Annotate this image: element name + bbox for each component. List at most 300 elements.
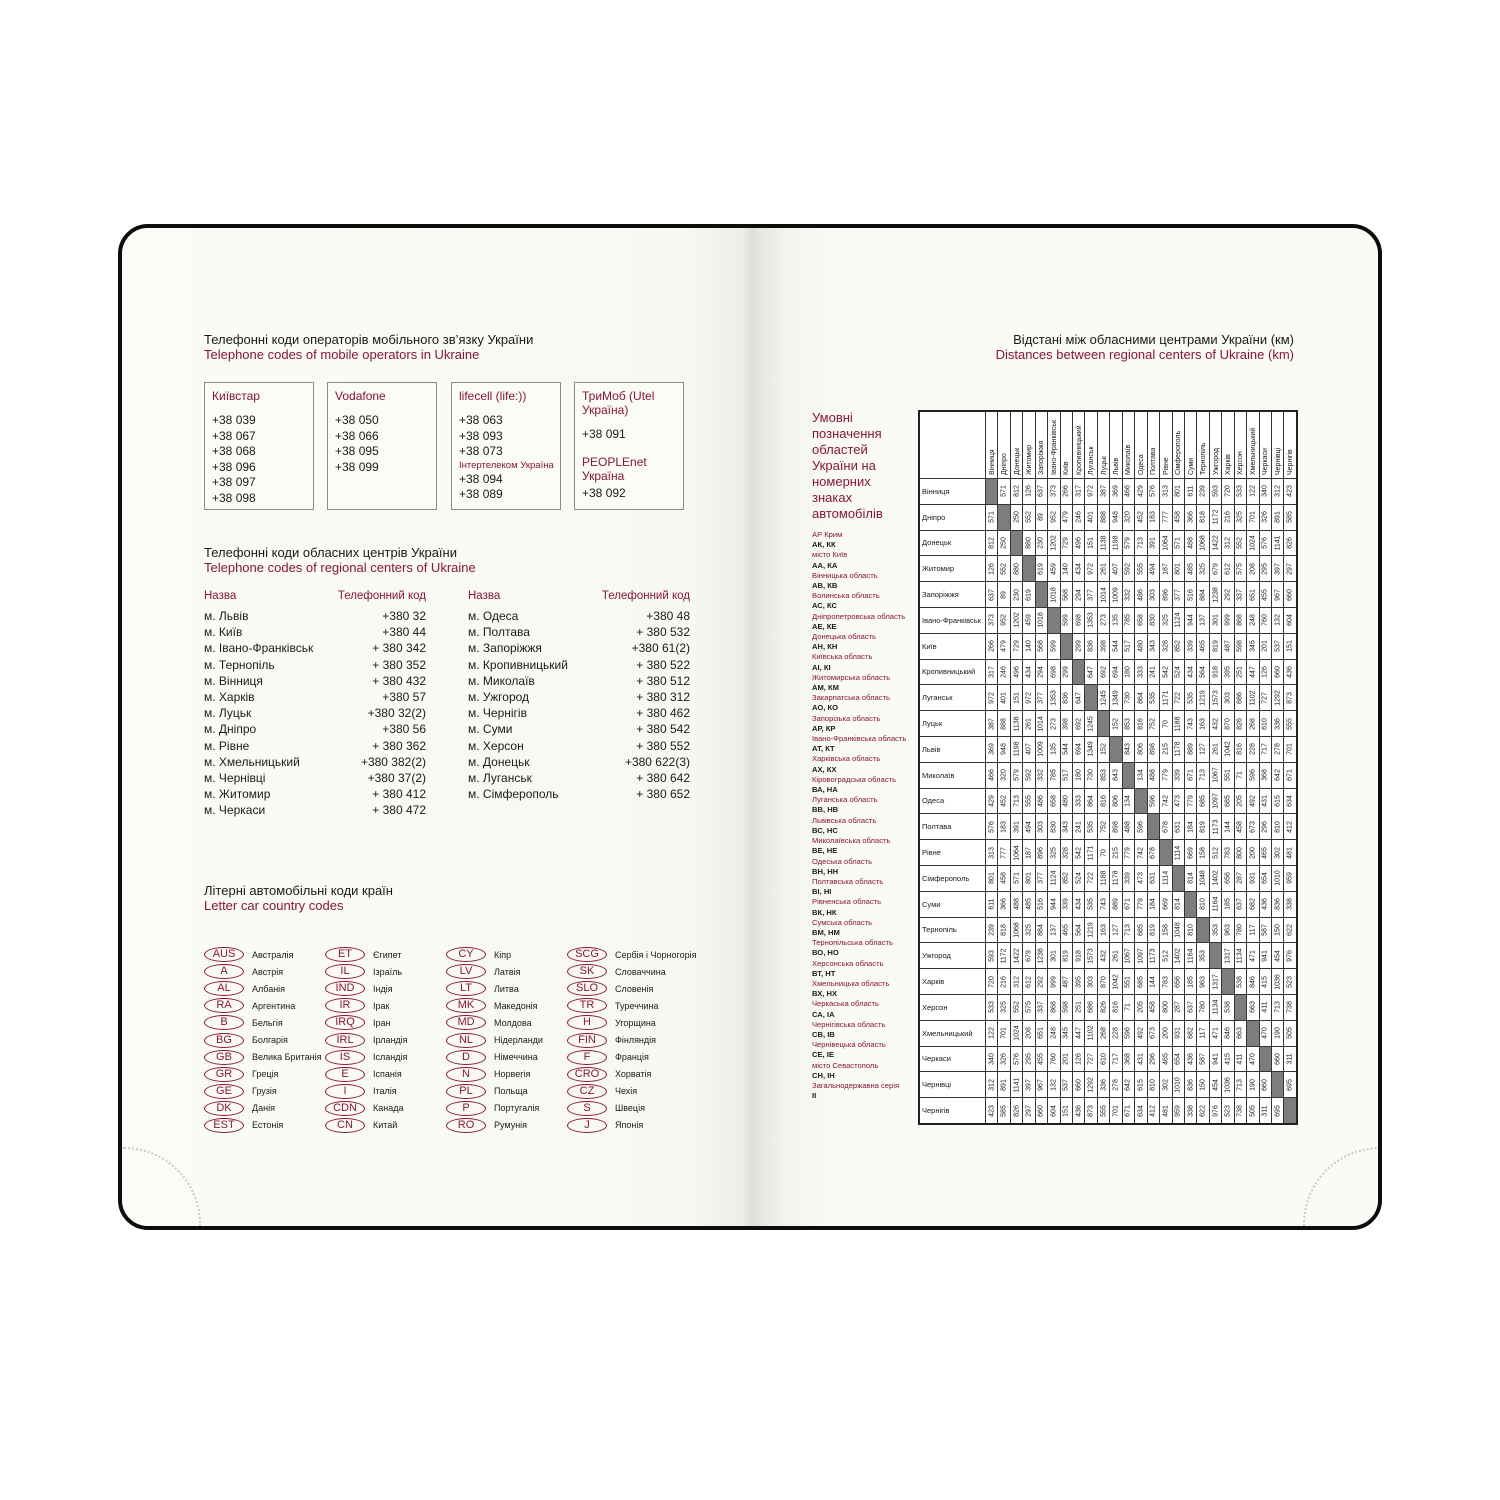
distance-cell bbox=[1184, 762, 1196, 788]
car-title-ua: Літерні автомобільні коди країн bbox=[204, 883, 393, 898]
distance-value: 1010 bbox=[1274, 870, 1282, 887]
distance-value: 1024 bbox=[1249, 535, 1257, 551]
distance-value: 585 bbox=[1286, 511, 1294, 524]
distance-value: 880 bbox=[1013, 562, 1021, 575]
distance-value: 458 bbox=[1236, 820, 1244, 833]
distance-cell bbox=[1284, 479, 1297, 505]
plate-code: СН, ІН bbox=[812, 1070, 835, 1080]
distance-value: 150 bbox=[1274, 924, 1282, 936]
column-city-label: Миколаїв bbox=[1125, 444, 1133, 475]
distance-value: 777 bbox=[1162, 511, 1170, 524]
city-code-row bbox=[468, 705, 690, 721]
distance-cell bbox=[1197, 814, 1209, 840]
distance-cell bbox=[1135, 633, 1147, 659]
distance-cell bbox=[1122, 891, 1134, 917]
distance-cell bbox=[1234, 943, 1246, 969]
distance-value: 713 bbox=[1137, 537, 1145, 549]
distance-value: 301 bbox=[1050, 949, 1058, 962]
plate-region: місто Київ bbox=[812, 550, 848, 560]
distance-value: 701 bbox=[1000, 1027, 1008, 1039]
distance-cell bbox=[1160, 582, 1172, 608]
distance-cell bbox=[1135, 1046, 1147, 1072]
column-city-label: Чернівці bbox=[1274, 447, 1282, 475]
distance-value: 898 bbox=[1149, 743, 1157, 756]
car-code-badge: SCG bbox=[567, 947, 607, 962]
distance-value: 579 bbox=[1013, 769, 1021, 781]
distance-value: 332 bbox=[1124, 588, 1132, 601]
distance-value: 1124 bbox=[1174, 612, 1182, 628]
distance-cell bbox=[1284, 943, 1297, 969]
distance-cell bbox=[1097, 1098, 1109, 1124]
distance-cell bbox=[1048, 1098, 1060, 1124]
country-name: Норвегія bbox=[494, 1069, 531, 1080]
distance-value: 814 bbox=[1174, 898, 1182, 910]
distance-value: 317 bbox=[1075, 485, 1083, 498]
distance-cell bbox=[1197, 504, 1209, 530]
column-city-label: Івано-Франківськ bbox=[1050, 419, 1058, 475]
distance-cell bbox=[1234, 736, 1246, 762]
city-code-row bbox=[204, 721, 426, 737]
distance-value: 1219 bbox=[1199, 689, 1207, 706]
distances-title-ua: Відстані між обласними центрами України (км) bbox=[1013, 332, 1294, 347]
distance-value: 592 bbox=[1124, 562, 1132, 575]
distance-cell bbox=[1023, 943, 1035, 969]
country-name: Австралія bbox=[252, 949, 294, 960]
plate-code: АТ, КТ bbox=[812, 744, 835, 754]
distance-value: 492 bbox=[1249, 795, 1257, 807]
distance-value: 1067 bbox=[1212, 767, 1220, 783]
car-code-badge: MD bbox=[446, 1015, 486, 1030]
distance-value: 339 bbox=[1124, 872, 1132, 885]
distance-value: 1048 bbox=[1174, 922, 1182, 938]
distance-value: 1171 bbox=[1087, 845, 1095, 861]
distance-cell bbox=[1222, 840, 1234, 866]
distance-value: 891 bbox=[1274, 511, 1282, 524]
column-city-header bbox=[1035, 411, 1047, 479]
car-code-badge: AL bbox=[204, 981, 244, 996]
distance-value: 873 bbox=[1286, 691, 1294, 704]
distance-cell bbox=[1272, 556, 1284, 582]
distance-cell bbox=[1010, 711, 1022, 737]
distance-value: 836 bbox=[1062, 691, 1070, 704]
distance-value: 297 bbox=[1286, 562, 1294, 575]
distance-header-row bbox=[919, 411, 1297, 479]
column-city-header bbox=[1097, 411, 1109, 479]
distance-value: 183 bbox=[1149, 511, 1157, 524]
distance-value: 455 bbox=[1037, 1053, 1045, 1065]
distance-value: 337 bbox=[1236, 588, 1244, 601]
distance-value: 695 bbox=[1286, 1078, 1294, 1091]
country-name: Італія bbox=[373, 1086, 397, 1097]
distance-cell bbox=[1147, 865, 1159, 891]
distance-row bbox=[919, 659, 1297, 685]
distance-value: 278 bbox=[1274, 743, 1282, 756]
country-name: Греція bbox=[252, 1069, 279, 1080]
plate-code: АР, КР bbox=[812, 723, 836, 733]
column-city-header bbox=[1284, 411, 1297, 479]
column-city-header bbox=[1197, 411, 1209, 479]
distance-cell bbox=[1197, 711, 1209, 737]
distance-cell bbox=[1060, 711, 1072, 737]
distance-value: 1219 bbox=[1087, 922, 1095, 938]
distance-value: 568 bbox=[1062, 588, 1070, 601]
row-city-label: Тернопіль bbox=[919, 917, 985, 943]
distance-cell bbox=[1197, 969, 1209, 995]
plate-code: ВВ, НВ bbox=[812, 805, 839, 815]
distance-cell bbox=[1122, 736, 1134, 762]
distance-cell bbox=[1160, 556, 1172, 582]
distance-value: 596 bbox=[1249, 769, 1257, 781]
distance-cell bbox=[1135, 969, 1147, 995]
distance-cell bbox=[1247, 1098, 1259, 1124]
plate-code: СВ, ІВ bbox=[812, 1029, 835, 1039]
car-code-badge: GE bbox=[204, 1084, 244, 1099]
distance-cell bbox=[1085, 840, 1097, 866]
column-city-header bbox=[1247, 411, 1259, 479]
distance-cell bbox=[1060, 1072, 1072, 1098]
diagonal-cell bbox=[1222, 969, 1234, 995]
distance-cell bbox=[1184, 736, 1196, 762]
distance-cell bbox=[1073, 736, 1085, 762]
car-codes-column bbox=[325, 946, 455, 1134]
car-code-badge: P bbox=[446, 1101, 486, 1116]
city-name: м. Суми bbox=[468, 722, 513, 737]
distance-cell bbox=[1272, 607, 1284, 633]
plate-code: АМ, КМ bbox=[812, 683, 839, 693]
distance-cell bbox=[1284, 1020, 1297, 1046]
distance-cell bbox=[1184, 969, 1196, 995]
distance-cell bbox=[1085, 1020, 1097, 1046]
distance-cell bbox=[1048, 994, 1060, 1020]
distance-cell bbox=[1259, 685, 1271, 711]
city-name: м. Львів bbox=[204, 609, 249, 623]
distance-value: 126 bbox=[988, 562, 996, 575]
distance-cell bbox=[1060, 1098, 1072, 1124]
city-code-row bbox=[468, 786, 690, 802]
distance-cell bbox=[1085, 865, 1097, 891]
distance-value: 1068 bbox=[1199, 535, 1207, 551]
distance-value: 806 bbox=[1112, 795, 1120, 807]
distance-cell bbox=[1160, 891, 1172, 917]
distance-value: 1138 bbox=[1013, 716, 1021, 732]
city-name: м. Донецьк bbox=[468, 754, 530, 769]
country-name: Угорщина bbox=[615, 1017, 656, 1028]
distance-value: 742 bbox=[1137, 846, 1145, 859]
distance-value: 571 bbox=[988, 511, 996, 524]
car-code-badge: LT bbox=[446, 981, 486, 996]
distance-cell bbox=[1247, 994, 1259, 1020]
plate-code: ВА, НА bbox=[812, 785, 838, 795]
distance-cell bbox=[1222, 685, 1234, 711]
distance-cell bbox=[1073, 840, 1085, 866]
distance-value: 836 bbox=[1087, 640, 1095, 653]
distance-cell bbox=[1110, 685, 1122, 711]
distance-value: 679 bbox=[1025, 949, 1033, 962]
distance-value: 941 bbox=[1261, 949, 1269, 962]
city-name: м. Луганськ bbox=[468, 771, 532, 786]
distance-value: 339 bbox=[1174, 769, 1182, 781]
distance-cell bbox=[1073, 685, 1085, 711]
distance-cell bbox=[1197, 685, 1209, 711]
distance-value: 819 bbox=[1199, 820, 1207, 833]
distance-cell bbox=[1048, 1020, 1060, 1046]
distance-value: 126 bbox=[1025, 485, 1033, 498]
plate-region: Івано-Франківська область bbox=[812, 734, 907, 744]
distance-cell bbox=[998, 685, 1010, 711]
distance-cell bbox=[1222, 1072, 1234, 1098]
distance-value: 436 bbox=[1286, 666, 1294, 678]
distance-cell bbox=[1184, 633, 1196, 659]
distance-cell bbox=[1135, 736, 1147, 762]
car-code-row bbox=[446, 1117, 576, 1134]
distance-value: 651 bbox=[1249, 588, 1257, 601]
country-name: Швеція bbox=[615, 1103, 645, 1114]
city-name: м. Ужгород bbox=[468, 690, 530, 705]
plate-code: АХ, КХ bbox=[812, 764, 837, 774]
distance-cell bbox=[1272, 1046, 1284, 1072]
distance-value: 658 bbox=[1137, 614, 1145, 627]
distance-cell bbox=[1010, 504, 1022, 530]
distance-cell bbox=[1259, 814, 1271, 840]
car-code-badge: IR bbox=[325, 998, 365, 1013]
distance-cell bbox=[1110, 840, 1122, 866]
distance-value: 535 bbox=[1087, 898, 1095, 910]
distance-cell bbox=[1147, 607, 1159, 633]
distance-value: 336 bbox=[1274, 717, 1282, 730]
distance-value: 1238 bbox=[1037, 947, 1045, 964]
mobile-title-en: Telephone codes of mobile operators in Ukraine bbox=[204, 347, 480, 362]
column-city-header bbox=[1135, 411, 1147, 479]
car-code-row bbox=[567, 1049, 697, 1066]
distance-cell bbox=[1147, 479, 1159, 505]
city-phone-code: +380 32(2) bbox=[367, 706, 426, 721]
distance-value: 1138 bbox=[1100, 535, 1108, 551]
distance-row bbox=[919, 891, 1297, 917]
distance-value: 395 bbox=[1075, 975, 1083, 988]
distance-cell bbox=[1085, 504, 1097, 530]
city-code-row bbox=[204, 624, 426, 640]
distance-cell bbox=[1172, 556, 1184, 582]
distance-value: 70 bbox=[1100, 848, 1108, 857]
distance-value: 436 bbox=[1187, 1053, 1195, 1065]
distance-value: 71 bbox=[1124, 1003, 1132, 1012]
distance-value: 339 bbox=[1062, 898, 1070, 910]
distance-cell bbox=[1259, 607, 1271, 633]
distance-cell bbox=[1184, 556, 1196, 582]
car-code-badge: D bbox=[446, 1050, 486, 1065]
distance-value: 299 bbox=[1062, 666, 1070, 678]
distance-cell bbox=[1085, 1072, 1097, 1098]
city-phone-code: + 380 352 bbox=[372, 657, 426, 672]
car-code-row bbox=[204, 980, 334, 997]
distance-cell bbox=[1097, 814, 1109, 840]
plate-region: Житомирська область bbox=[812, 672, 891, 682]
distance-cell bbox=[1097, 607, 1109, 633]
column-city-header bbox=[1147, 411, 1159, 479]
distance-cell bbox=[1110, 607, 1122, 633]
distance-value: 1114 bbox=[1174, 845, 1182, 860]
distance-cell bbox=[1222, 891, 1234, 917]
distance-value: 132 bbox=[1050, 1078, 1058, 1091]
distance-cell bbox=[1197, 865, 1209, 891]
car-code-row bbox=[446, 997, 576, 1014]
column-city-label: Донецьк bbox=[1013, 447, 1021, 475]
distance-cell bbox=[998, 891, 1010, 917]
city-code-row bbox=[468, 738, 690, 754]
distance-cell bbox=[1284, 840, 1297, 866]
distance-value: 287 bbox=[1236, 872, 1244, 885]
distance-value: 311 bbox=[1286, 1053, 1294, 1065]
distance-cell bbox=[1284, 582, 1297, 608]
city-name: м. Сімферополь bbox=[468, 787, 559, 802]
distance-value: 898 bbox=[1112, 820, 1120, 833]
distance-value: 634 bbox=[1286, 795, 1294, 807]
distance-cell bbox=[1184, 917, 1196, 943]
column-city-header bbox=[1122, 411, 1134, 479]
distance-cell bbox=[1284, 969, 1297, 995]
row-city-label: Луцьк bbox=[919, 711, 985, 737]
distance-cell bbox=[1023, 736, 1035, 762]
table-corner-cell bbox=[919, 411, 985, 479]
distance-cell bbox=[1272, 711, 1284, 737]
distance-value: 395 bbox=[1224, 666, 1232, 678]
distance-value: 180 bbox=[1124, 666, 1132, 678]
distance-value: 852 bbox=[1174, 640, 1182, 653]
distance-cell bbox=[985, 582, 997, 608]
distance-value: 338 bbox=[1286, 898, 1294, 910]
distance-value: 313 bbox=[1162, 485, 1170, 498]
distance-cell bbox=[1023, 607, 1035, 633]
distance-value: 488 bbox=[1124, 820, 1132, 833]
country-name: Сербія і Чорногорія bbox=[615, 949, 697, 960]
distance-value: 593 bbox=[1212, 485, 1220, 498]
distance-value: 836 bbox=[1187, 1078, 1195, 1091]
distance-cell bbox=[1160, 1046, 1172, 1072]
distance-value: 611 bbox=[988, 898, 996, 910]
distance-cell bbox=[1135, 607, 1147, 633]
distance-value: 494 bbox=[1025, 820, 1033, 833]
distance-cell bbox=[1023, 814, 1035, 840]
distance-value: 466 bbox=[1124, 485, 1132, 498]
car-code-row bbox=[204, 997, 334, 1014]
distance-cell bbox=[1097, 1020, 1109, 1046]
distance-cell bbox=[1160, 814, 1172, 840]
row-city-label: Донецьк bbox=[919, 530, 985, 556]
distance-cell bbox=[1284, 917, 1297, 943]
distance-value: 1292 bbox=[1274, 689, 1282, 706]
distance-cell bbox=[1035, 1098, 1047, 1124]
distance-value: 273 bbox=[1100, 614, 1108, 627]
city-name: м. Івано-Франківськ bbox=[204, 641, 314, 656]
distance-value: 205 bbox=[1137, 1001, 1145, 1014]
distance-value: 303 bbox=[1037, 820, 1045, 833]
distance-cell bbox=[1035, 685, 1047, 711]
distance-value: 1245 bbox=[1087, 715, 1095, 732]
plate-code: ВТ, НТ bbox=[812, 968, 836, 978]
plate-code: АС, КС bbox=[812, 601, 838, 611]
distance-cell bbox=[1023, 659, 1035, 685]
car-code-row bbox=[446, 963, 576, 980]
distance-cell bbox=[1122, 1072, 1134, 1098]
distance-cell bbox=[1097, 762, 1109, 788]
distance-cell bbox=[1259, 659, 1271, 685]
distance-value: 241 bbox=[1075, 820, 1083, 833]
distance-value: 325 bbox=[1025, 924, 1033, 936]
row-city-label: Харків bbox=[919, 969, 985, 995]
distance-value: 338 bbox=[1187, 1104, 1195, 1117]
distance-cell bbox=[1234, 891, 1246, 917]
column-city-header bbox=[1023, 411, 1035, 479]
distance-value: 720 bbox=[988, 975, 996, 988]
distance-value: 637 bbox=[1236, 898, 1244, 910]
distance-cell bbox=[1085, 969, 1097, 995]
distance-cell bbox=[1184, 685, 1196, 711]
distance-value: 494 bbox=[1149, 562, 1157, 575]
distance-cell bbox=[1085, 814, 1097, 840]
city-phone-code: + 380 312 bbox=[636, 690, 690, 705]
distance-value: 312 bbox=[1224, 537, 1232, 549]
distance-value: 760 bbox=[1261, 614, 1269, 627]
distance-value: 230 bbox=[1013, 588, 1021, 601]
distance-cell bbox=[1147, 685, 1159, 711]
distance-value: 432 bbox=[1212, 717, 1220, 730]
distance-value: 488 bbox=[1187, 537, 1195, 549]
city-name: м. Одеса bbox=[468, 609, 519, 623]
distance-cell bbox=[1048, 969, 1060, 995]
distance-cell bbox=[1247, 711, 1259, 737]
distance-value: 783 bbox=[1224, 846, 1232, 859]
row-city-label: Кропивницький bbox=[919, 659, 985, 685]
distance-value: 1317 bbox=[1224, 947, 1232, 964]
distance-cell bbox=[1160, 1098, 1172, 1124]
distance-value: 637 bbox=[1187, 1001, 1195, 1014]
distance-value: 694 bbox=[1075, 743, 1083, 756]
car-code-row bbox=[204, 963, 334, 980]
distance-value: 481 bbox=[1162, 1104, 1170, 1117]
distance-value: 843 bbox=[1112, 769, 1120, 781]
distance-cell bbox=[1234, 788, 1246, 814]
distance-cell bbox=[1209, 607, 1221, 633]
mobile-codes-heading bbox=[204, 332, 533, 362]
distance-value: 292 bbox=[1224, 588, 1232, 601]
distance-value: 1097 bbox=[1137, 947, 1145, 964]
diagonal-cell bbox=[1234, 994, 1246, 1020]
operator-code: +38 068 bbox=[212, 444, 256, 458]
distance-cell bbox=[1085, 607, 1097, 633]
distance-cell bbox=[985, 814, 997, 840]
car-code-row bbox=[567, 946, 697, 963]
city-name: м. Миколаїв bbox=[468, 673, 535, 688]
distance-value: 730 bbox=[1124, 691, 1132, 704]
distance-cell bbox=[1247, 607, 1259, 633]
distance-cell bbox=[1209, 736, 1221, 762]
distance-value: 325 bbox=[1000, 1001, 1008, 1014]
distance-value: 1172 bbox=[1000, 948, 1008, 964]
distance-value: 671 bbox=[1286, 769, 1294, 781]
distance-value: 140 bbox=[1025, 640, 1033, 653]
distance-value: 296 bbox=[1261, 820, 1269, 833]
country-name: Словенія bbox=[615, 983, 654, 994]
distance-value: 555 bbox=[1286, 717, 1294, 730]
country-name: Грузія bbox=[252, 1086, 277, 1097]
city-code-row bbox=[468, 770, 690, 786]
distance-value: 387 bbox=[1100, 485, 1108, 498]
distance-value: 669 bbox=[1162, 898, 1170, 910]
distance-value: 208 bbox=[1249, 562, 1257, 575]
plate-region: Запорізька область bbox=[812, 713, 881, 723]
distance-value: 470 bbox=[1249, 1053, 1257, 1065]
operator-code: +38 094 bbox=[459, 471, 503, 486]
